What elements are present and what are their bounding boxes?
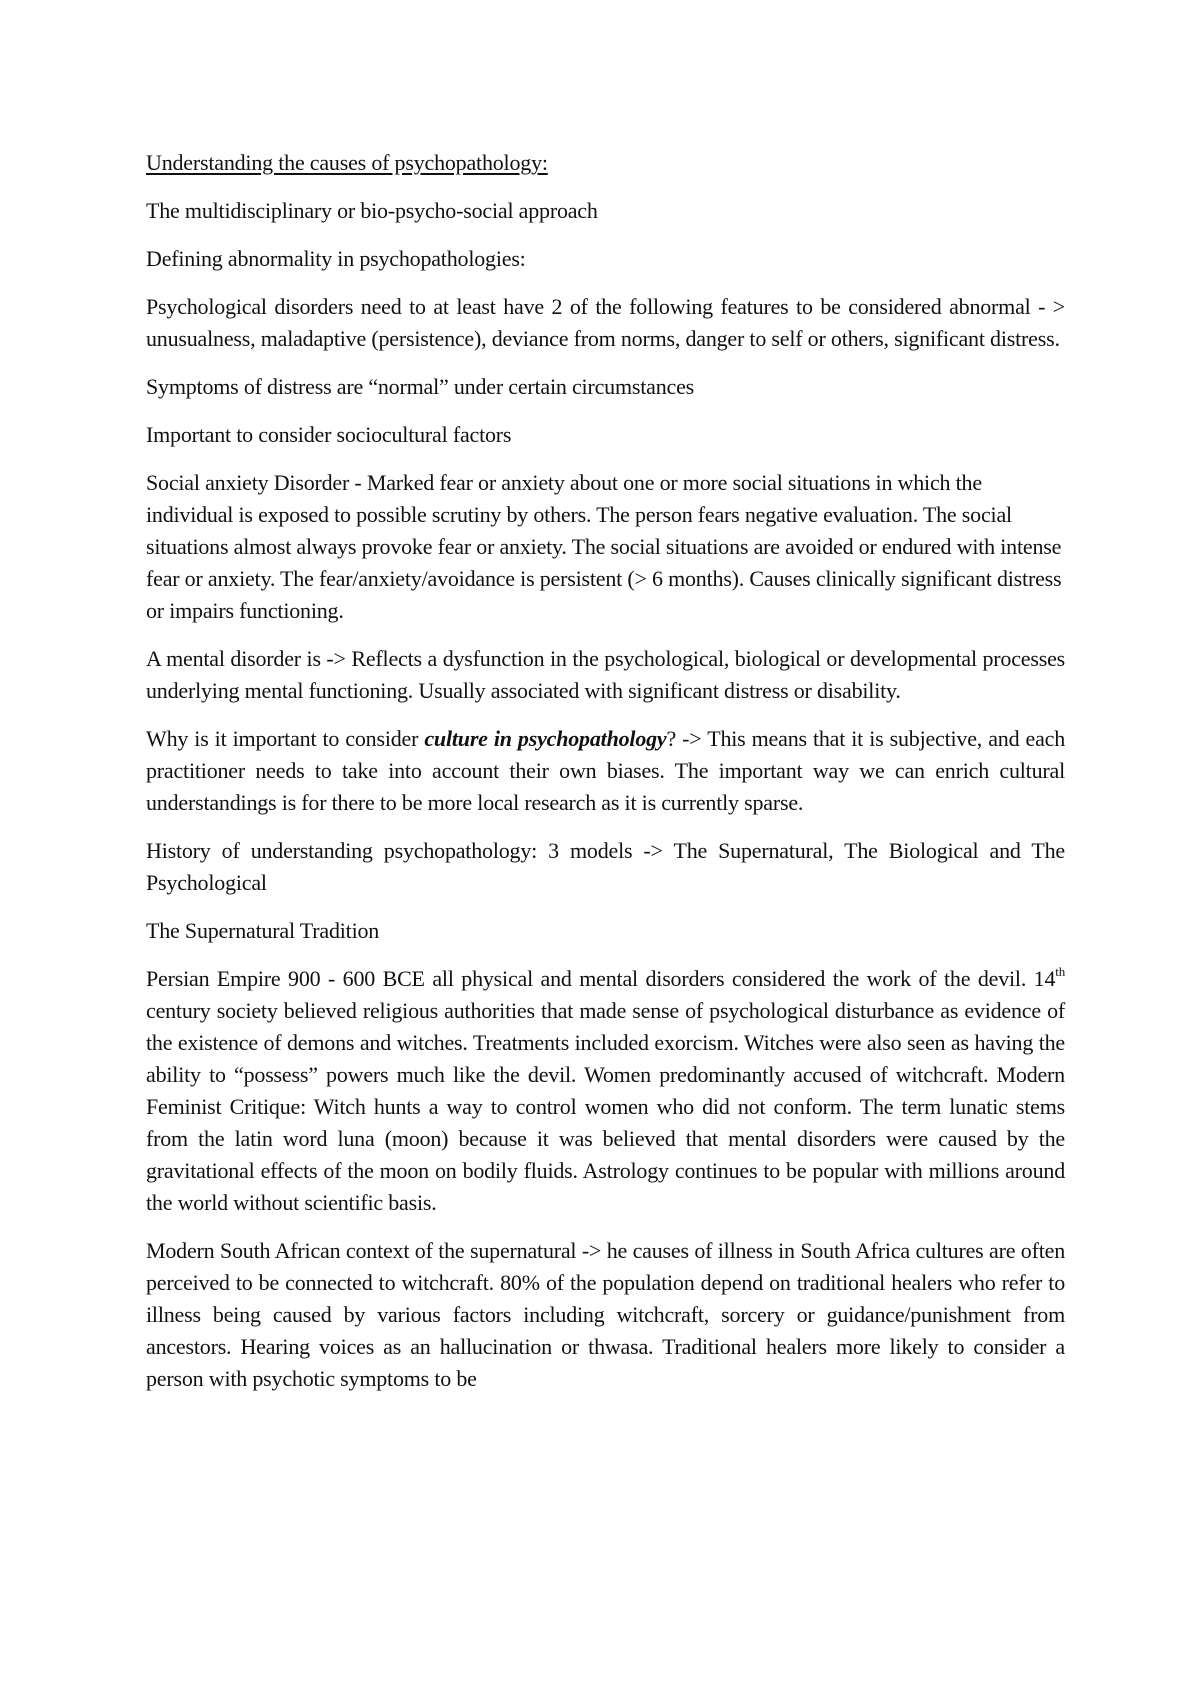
- defining-abnormality-paragraph: Defining abnormality in psychopathologies:: [146, 246, 526, 271]
- document-title: Understanding the causes of psychopathology:: [146, 150, 548, 175]
- document-body: [146, 147, 1065, 1411]
- culture-paragraph: [146, 723, 1065, 819]
- persian-text-after: century society believed religious authorities that made sense of psychological disturbance as evidence of the existence of demons and witches. Treatments included exorcism. Witches were also seen as having the ability to “possess” powers much like the devil. Women predominantly accused of witchcraft. Modern Feminist Critique: Witch hunts a way to control women who did not conform. The term lunatic stems from the latin word luna (moon) because it was believed that mental disorders were caused by the gravitational effects of the moon on bodily fluids. Astrology continues to be popular with millions around the world without scientific basis.: [146, 998, 1065, 1215]
- approach-paragraph: The multidisciplinary or bio-psycho-social approach: [146, 198, 598, 223]
- ordinal-superscript: th: [1055, 963, 1065, 979]
- persian-empire-paragraph: [146, 963, 1065, 1219]
- culture-text-after: ? -> This means that it is subjective, and each practitioner needs to take into account their own biases. The important way we can enrich cultural understandings is for there to be more local research as it is currently sparse.: [146, 726, 1065, 815]
- culture-emphasis: culture in psychopathology: [424, 726, 667, 751]
- social-anxiety-paragraph: Social anxiety Disorder - Marked fear or anxiety about one or more social situations in which the individual is exposed to possible scrutiny by others. The person fears negative evaluation. The social situations almost always provoke fear or anxiety. The social situations are avoided or endured with intense fear or anxiety. The fear/anxiety/avoidance is persistent (> 6 months). Causes clinically significant distress or impairs functioning.: [146, 470, 1062, 623]
- symptoms-paragraph: Symptoms of distress are “normal” under certain circumstances: [146, 374, 695, 399]
- culture-text-before: Why is it important to consider: [146, 726, 425, 751]
- sociocultural-paragraph: Important to consider sociocultural factors: [146, 422, 512, 447]
- abnormality-features-paragraph: Psychological disorders need to at least have 2 of the following features to be considered abnormal - > unusualness, maladaptive (persistence), deviance from norms, danger to self or others, significant distress.: [146, 294, 1065, 351]
- persian-text-before: Persian Empire 900 - 600 BCE all physical and mental disorders considered the work of the devil. 14: [146, 966, 1056, 991]
- mental-disorder-paragraph: A mental disorder is -> Reflects a dysfunction in the psychological, biological or developmental processes underlying mental functioning. Usually associated with significant distress or disability.: [146, 646, 1065, 703]
- document-title-paragraph: [146, 147, 1065, 179]
- south-africa-paragraph: Modern South African context of the supernatural -> he causes of illness in South Africa cultures are often perceived to be connected to witchcraft. 80% of the population depend on traditional healers who refer to illness being caused by various factors including witchcraft, sorcery or guidance/punishment from ancestors. Hearing voices as an hallucination or thwasa. Traditional healers more likely to consider a person with psychotic symptoms to be: [146, 1238, 1065, 1391]
- history-paragraph: History of understanding psychopathology: 3 models -> The Supernatural, The Biological and The Psychological: [146, 838, 1065, 895]
- supernatural-heading: The Supernatural Tradition: [146, 918, 380, 943]
